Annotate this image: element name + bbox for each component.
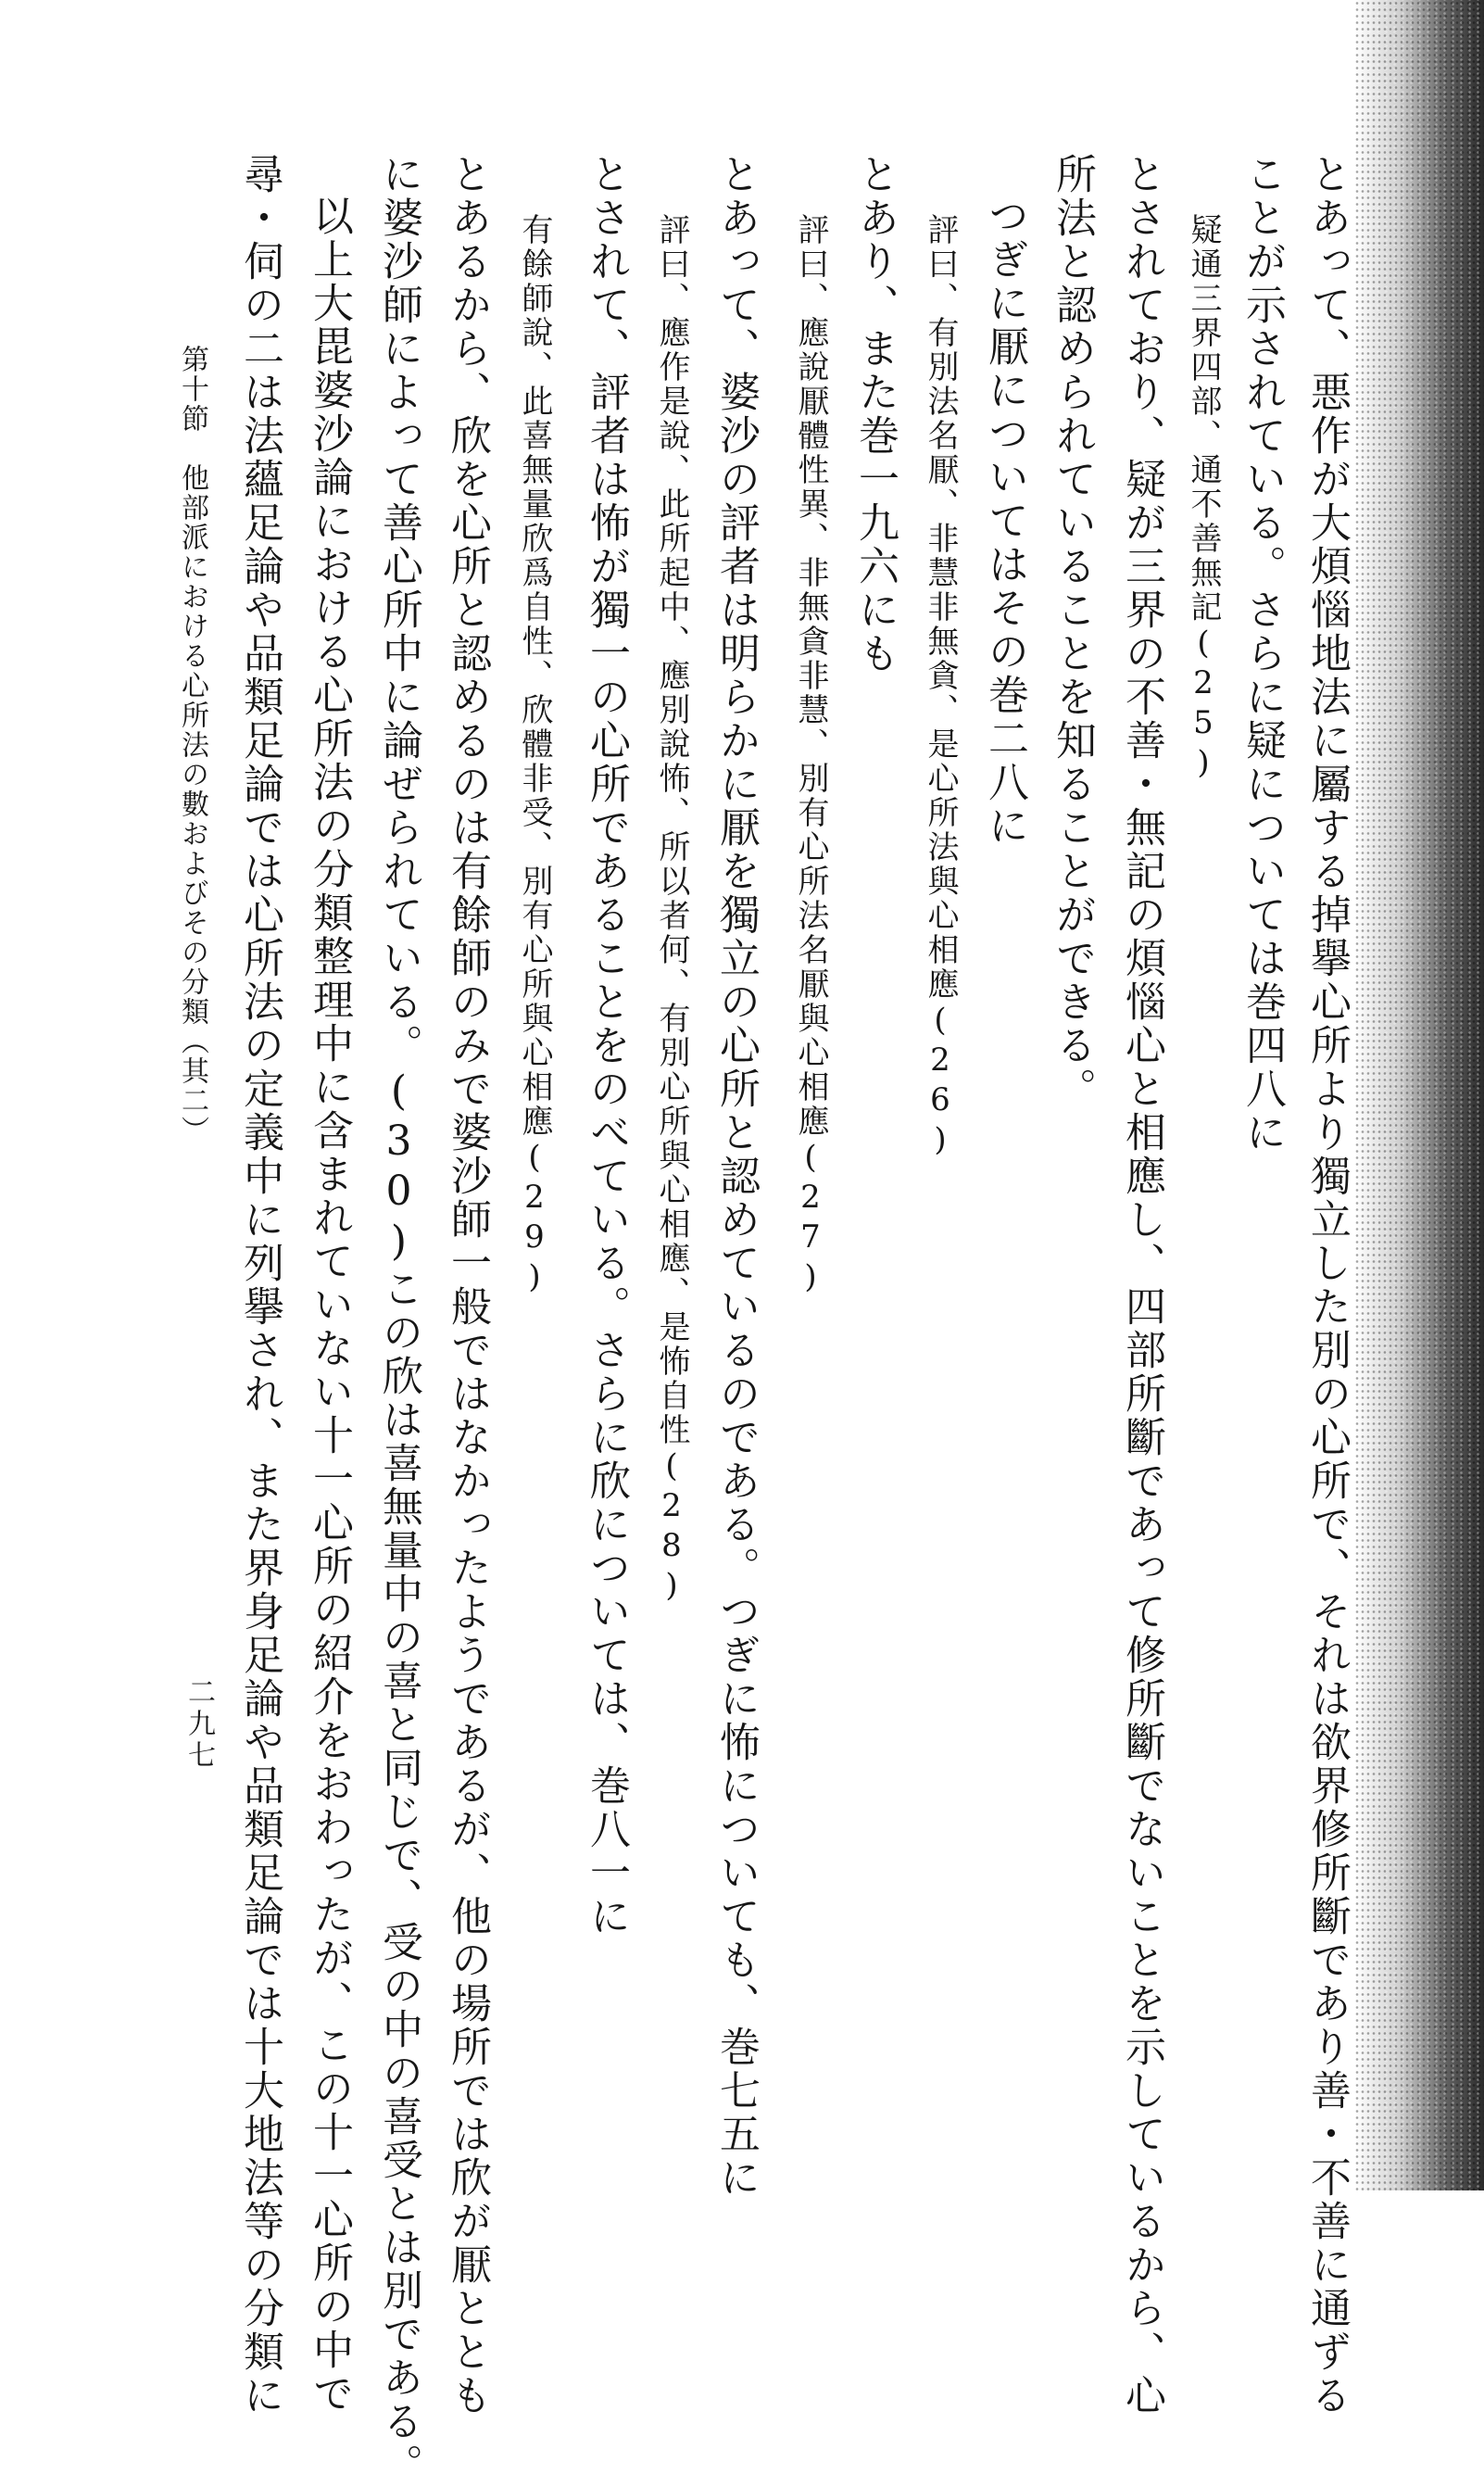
text-column: に婆沙師によって善心所中に論ぜられている。(30)この欣は喜無量中の喜と同じで、受の中の喜受とは別である。 [375, 153, 422, 2487]
text-column: つぎに厭についてはその巻二八に [981, 195, 1028, 848]
text-column: 尋・伺の二は法蘊足論や品類足論では心所法の定義中に列擧され、また界身足論や品類足論では十大地法等の分類に [236, 153, 283, 2418]
text-column: 以上大毘婆沙論における心所法の分類整理中に含まれていない十一心所の紹介をおわったが、この十一心所の中で [306, 195, 353, 2416]
quote-column: 疑通三界四部、通不善無記(25) [1185, 213, 1222, 784]
quote-column: 有餘師說、此喜無量欣爲自性、欣體非受、別有心所與心相應(29) [516, 213, 553, 1298]
quote-column: 評曰、有別法名厭、非慧非無貪、是心所法與心相應(26) [922, 213, 959, 1161]
text-column: 所法と認められていることを知ることができる。 [1049, 153, 1096, 1111]
text-column: ことが示されている。さらに疑については巻四八に [1239, 153, 1286, 1155]
text-column: とあるから、欣を心所と認めるのは有餘師のみで婆沙師一般ではなかったようであるが、他の場所では欣が厭ととも [444, 153, 491, 2418]
quote-column: 評曰、應說厭體性異、非無貪非慧、別有心所法名厭與心相應(27) [792, 213, 829, 1298]
text-column: とあり、また巻一九六にも [851, 153, 899, 675]
text-column: とあって、婆沙の評者は明らかに厭を獨立の心所と認めているのである。つぎに怖についても、巻七五に [712, 153, 760, 2200]
page-number: 二九七 [182, 1677, 215, 1772]
text-column: とされており、疑が三界の不善・無記の煩惱心と相應し、四部所斷であって修所斷でないことを示しているから、心 [1118, 153, 1165, 2418]
text-column: とされて、評者は怖が獨一の心所であることをのべている。さらに欣については、巻八一に [583, 153, 630, 1938]
running-footer-section-title: 第十節 他部派における心所法の數およびその分類（其二） [176, 345, 208, 1145]
scan-shadow-edge [1354, 0, 1484, 2190]
text-column: とあって、悪作が大煩惱地法に屬する掉擧心所より獨立した別の心所で、それは欲界修所斷であり善・不善に通ずる [1303, 153, 1351, 2418]
quote-column: 評曰、應作是說、此所起中、應別說怖、所以者何、有別心所與心相應、是怖自性(28) [653, 213, 690, 1607]
